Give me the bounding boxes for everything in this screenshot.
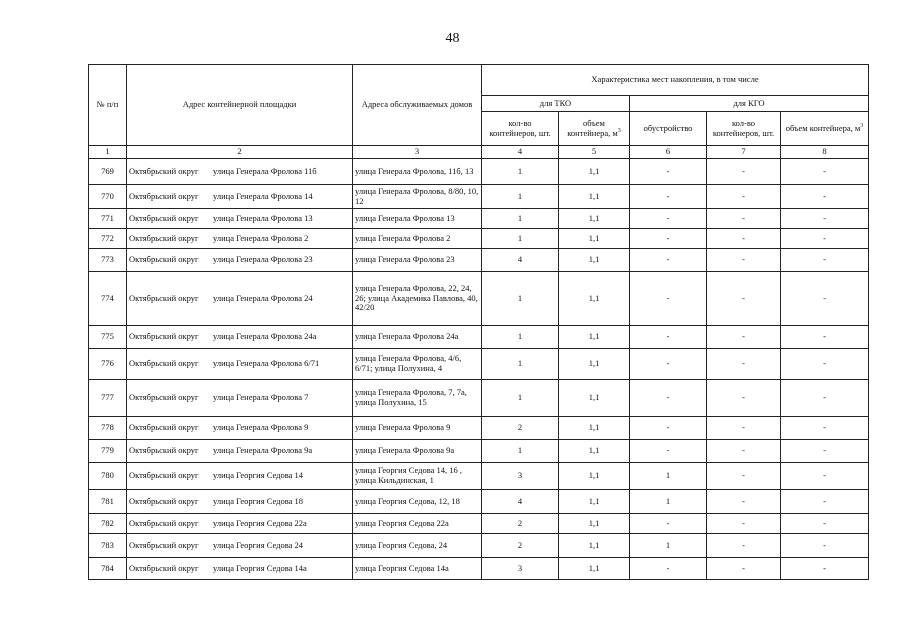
district: Октябрьский округ <box>129 212 199 223</box>
kgo-volume: - <box>781 272 869 326</box>
district: Октябрьский округ <box>129 165 199 176</box>
kgo-count: - <box>707 185 781 209</box>
col-number: 6 <box>630 146 707 159</box>
row-number: 774 <box>89 272 127 326</box>
kgo-volume: - <box>781 229 869 249</box>
served-houses: улица Генерала Фролова 2 <box>353 229 482 249</box>
tko-count: 3 <box>482 558 559 580</box>
site-address <box>127 159 353 185</box>
tko-volume: 1,1 <box>559 249 630 272</box>
row-number: 775 <box>89 326 127 349</box>
kgo-count: - <box>707 417 781 440</box>
site-address <box>127 514 353 534</box>
district: Октябрьский округ <box>129 232 199 243</box>
table-row <box>89 326 869 349</box>
tko-volume: 1,1 <box>559 229 630 249</box>
header-characteristics: Характеристика мест накопления, в том числе <box>482 65 869 96</box>
tko-volume: 1,1 <box>559 185 630 209</box>
street: улица Генерала Фролова 13 <box>213 212 313 223</box>
tko-volume: 1,1 <box>559 463 630 490</box>
table-row <box>89 185 869 209</box>
site-address <box>127 326 353 349</box>
container-sites-table <box>88 64 869 580</box>
street: улица Генерала Фролова 14 <box>213 190 313 201</box>
site-address <box>127 249 353 272</box>
table-row <box>89 514 869 534</box>
kgo-arrangement: 1 <box>630 490 707 514</box>
tko-volume: 1,1 <box>559 209 630 229</box>
kgo-count: - <box>707 463 781 490</box>
table-row <box>89 159 869 185</box>
header-tko: для ТКО <box>482 96 630 112</box>
row-number: 780 <box>89 463 127 490</box>
kgo-arrangement: - <box>630 249 707 272</box>
site-address <box>127 349 353 380</box>
served-houses: улица Георгия Седова, 24 <box>353 534 482 558</box>
kgo-arrangement: - <box>630 514 707 534</box>
kgo-count: - <box>707 514 781 534</box>
tko-count: 1 <box>482 380 559 417</box>
street: улица Георгия Седова 18 <box>213 495 304 506</box>
district: Октябрьский округ <box>129 445 199 456</box>
header-tko-volume-sup: 3 <box>617 128 621 135</box>
table-row <box>89 534 869 558</box>
row-number: 769 <box>89 159 127 185</box>
kgo-volume: - <box>781 534 869 558</box>
site-address <box>127 440 353 463</box>
tko-volume: 1,1 <box>559 417 630 440</box>
row-number: 779 <box>89 440 127 463</box>
col-number: 2 <box>127 146 353 159</box>
kgo-volume: - <box>781 514 869 534</box>
row-number: 784 <box>89 558 127 580</box>
row-number: 773 <box>89 249 127 272</box>
served-houses: улица Генерала Фролова, 8/80, 10, 12 <box>353 185 482 209</box>
street: улица Генерала Фролова 9 <box>213 422 309 433</box>
district: Октябрьский округ <box>129 495 199 506</box>
table-row <box>89 463 869 490</box>
kgo-count: - <box>707 558 781 580</box>
kgo-arrangement: - <box>630 185 707 209</box>
table-row <box>89 249 869 272</box>
tko-volume: 1,1 <box>559 380 630 417</box>
tko-count: 1 <box>482 349 559 380</box>
table-row <box>89 417 869 440</box>
tko-count: 1 <box>482 185 559 209</box>
table-row <box>89 558 869 580</box>
site-address <box>127 534 353 558</box>
kgo-volume: - <box>781 417 869 440</box>
header-tko-volume: объем контейнера, $м^3$ <box>559 112 630 146</box>
site-address <box>127 558 353 580</box>
tko-volume: 1,1 <box>559 326 630 349</box>
street: улица Генерала Фролова 23 <box>213 254 313 265</box>
header-kgo: для КГО <box>630 96 869 112</box>
header-served: Адреса обслуживаемых домов <box>353 65 482 146</box>
table-body <box>89 159 869 580</box>
kgo-count: - <box>707 249 781 272</box>
kgo-count: - <box>707 349 781 380</box>
district: Октябрьский округ <box>129 392 199 403</box>
col-number: 8 <box>781 146 869 159</box>
street: улица Генерала Фролова 9а <box>213 445 313 456</box>
kgo-arrangement: - <box>630 229 707 249</box>
header-kgo-volume-sup: 3 <box>860 123 864 130</box>
street: улица Георгия Седова 14а <box>213 562 307 573</box>
served-houses: улица Георгия Седова, 12, 18 <box>353 490 482 514</box>
kgo-arrangement: 1 <box>630 534 707 558</box>
street: улица Генерала Фролова 7 <box>213 392 309 403</box>
district: Октябрьский округ <box>129 539 199 550</box>
kgo-count: - <box>707 440 781 463</box>
kgo-volume: - <box>781 349 869 380</box>
kgo-count: - <box>707 490 781 514</box>
kgo-volume: - <box>781 490 869 514</box>
kgo-volume: - <box>781 440 869 463</box>
kgo-arrangement: - <box>630 558 707 580</box>
served-houses: улица Генерала Фролова, 4/6, 6/71; улица Полухина, 4 <box>353 349 482 380</box>
table-row <box>89 380 869 417</box>
header-address: Адрес контейнерной площадки <box>127 65 353 146</box>
kgo-arrangement: - <box>630 380 707 417</box>
site-address <box>127 229 353 249</box>
table-row <box>89 209 869 229</box>
street: улица Георгия Седова 24 <box>213 539 304 550</box>
table-header <box>89 65 869 159</box>
tko-count: 1 <box>482 229 559 249</box>
district: Октябрьский округ <box>129 331 199 342</box>
served-houses: улица Георгия Седова 14а <box>353 558 482 580</box>
kgo-arrangement: - <box>630 349 707 380</box>
row-number: 783 <box>89 534 127 558</box>
tko-count: 1 <box>482 440 559 463</box>
site-address <box>127 185 353 209</box>
row-number: 778 <box>89 417 127 440</box>
kgo-volume: - <box>781 209 869 229</box>
tko-volume: 1,1 <box>559 490 630 514</box>
site-address <box>127 272 353 326</box>
kgo-volume: - <box>781 558 869 580</box>
table-row <box>89 440 869 463</box>
district: Октябрьский округ <box>129 254 199 265</box>
street: улица Генерала Фролова 6/71 <box>213 358 320 369</box>
served-houses: улица Георгия Седова 14, 16 , улица Кильдинская, 1 <box>353 463 482 490</box>
kgo-arrangement: - <box>630 272 707 326</box>
kgo-count: - <box>707 159 781 185</box>
col-number: 5 <box>559 146 630 159</box>
tko-count: 1 <box>482 209 559 229</box>
row-number: 782 <box>89 514 127 534</box>
district: Октябрьский округ <box>129 190 199 201</box>
col-number: 3 <box>353 146 482 159</box>
district: Октябрьский округ <box>129 517 199 528</box>
district: Октябрьский округ <box>129 422 199 433</box>
kgo-volume: - <box>781 185 869 209</box>
kgo-count: - <box>707 272 781 326</box>
served-houses: улица Георгия Седова 22а <box>353 514 482 534</box>
street: улица Генерала Фролова 24 <box>213 292 313 303</box>
tko-count: 2 <box>482 534 559 558</box>
kgo-volume: - <box>781 159 869 185</box>
served-houses: улица Генерала Фролова 13 <box>353 209 482 229</box>
site-address <box>127 490 353 514</box>
kgo-arrangement: - <box>630 209 707 229</box>
served-houses: улица Генерала Фролова 24а <box>353 326 482 349</box>
col-number: 7 <box>707 146 781 159</box>
served-houses: улица Генерала Фролова, 11б, 13 <box>353 159 482 185</box>
row-number: 771 <box>89 209 127 229</box>
district: Октябрьский округ <box>129 358 199 369</box>
served-houses: улица Генерала Фролова 9а <box>353 440 482 463</box>
tko-volume: 1,1 <box>559 514 630 534</box>
tko-count: 4 <box>482 249 559 272</box>
header-kgo-count: кол-во контейнеров, шт. <box>707 112 781 146</box>
kgo-count: - <box>707 209 781 229</box>
tko-volume: 1,1 <box>559 272 630 326</box>
page-number: 48 <box>445 31 460 46</box>
street: улица Георгия Седова 14 <box>213 470 304 481</box>
tko-volume: 1,1 <box>559 534 630 558</box>
header-kgo-arrangement: обустройство <box>630 112 707 146</box>
served-houses: улица Генерала Фролова 9 <box>353 417 482 440</box>
kgo-arrangement: 1 <box>630 463 707 490</box>
tko-volume: 1,1 <box>559 159 630 185</box>
street: улица Генерала Фролова 11б <box>213 165 317 176</box>
col-number: 1 <box>89 146 127 159</box>
served-houses: улица Генерала Фролова, 7, 7а, улица Полухина, 15 <box>353 380 482 417</box>
street: улица Генерала Фролова 2 <box>213 232 309 243</box>
kgo-count: - <box>707 534 781 558</box>
row-number: 776 <box>89 349 127 380</box>
site-address <box>127 463 353 490</box>
kgo-volume: - <box>781 463 869 490</box>
table-row <box>89 490 869 514</box>
served-houses: улица Генерала Фролова, 22, 24, 26; улица Академика Павлова, 40, 42/20 <box>353 272 482 326</box>
tko-count: 1 <box>482 159 559 185</box>
col-number: 4 <box>482 146 559 159</box>
tko-count: 2 <box>482 514 559 534</box>
street: улица Георгия Седова 22а <box>213 517 307 528</box>
row-number: 772 <box>89 229 127 249</box>
kgo-count: - <box>707 326 781 349</box>
tko-volume: 1,1 <box>559 440 630 463</box>
header-num: № п/п <box>89 65 127 146</box>
kgo-volume: - <box>781 249 869 272</box>
tko-count: 3 <box>482 463 559 490</box>
header-kgo-volume: объем контейнера, $м^3$ <box>781 112 869 146</box>
kgo-volume: - <box>781 326 869 349</box>
kgo-arrangement: - <box>630 159 707 185</box>
header-tko-count: кол-во контейнеров, шт. <box>482 112 559 146</box>
row-number: 770 <box>89 185 127 209</box>
kgo-arrangement: - <box>630 417 707 440</box>
table-row <box>89 349 869 380</box>
kgo-count: - <box>707 380 781 417</box>
served-houses: улица Генерала Фролова 23 <box>353 249 482 272</box>
row-number: 781 <box>89 490 127 514</box>
kgo-arrangement: - <box>630 440 707 463</box>
district: Октябрьский округ <box>129 470 199 481</box>
table-row <box>89 272 869 326</box>
tko-count: 1 <box>482 326 559 349</box>
kgo-volume: - <box>781 380 869 417</box>
tko-volume: 1,1 <box>559 349 630 380</box>
tko-count: 1 <box>482 272 559 326</box>
site-address <box>127 209 353 229</box>
tko-count: 4 <box>482 490 559 514</box>
kgo-count: - <box>707 229 781 249</box>
table-row <box>89 229 869 249</box>
tko-volume: 1,1 <box>559 558 630 580</box>
tko-count: 2 <box>482 417 559 440</box>
row-number: 777 <box>89 380 127 417</box>
district: Октябрьский округ <box>129 292 199 303</box>
street: улица Генерала Фролова 24а <box>213 331 317 342</box>
site-address <box>127 380 353 417</box>
site-address <box>127 417 353 440</box>
district: Октябрьский округ <box>129 562 199 573</box>
column-numbers-row <box>89 146 869 159</box>
kgo-arrangement: - <box>630 326 707 349</box>
